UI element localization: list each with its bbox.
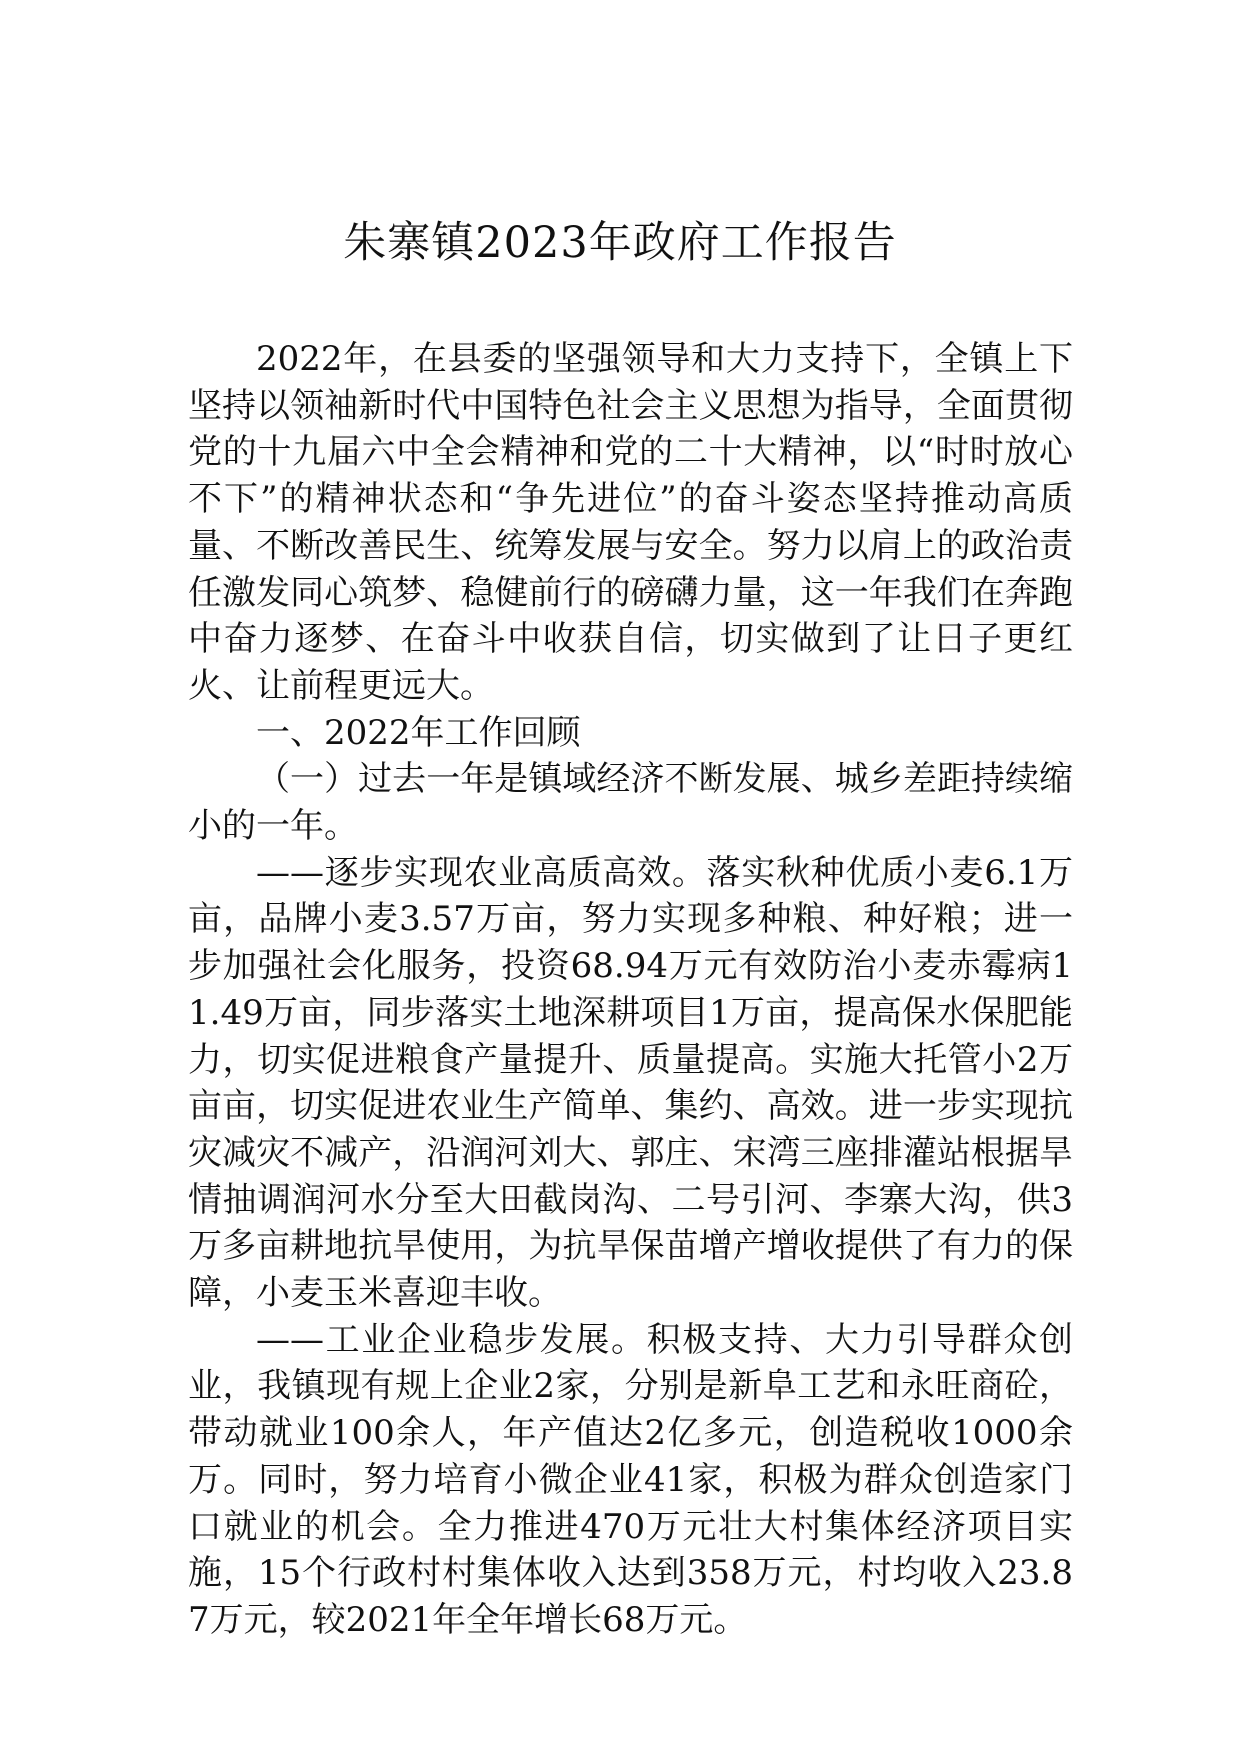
intro-paragraph: 2022年，在县委的坚强领导和大力支持下，全镇上下坚持以领袖新时代中国特色社会主义思想为指导，全面贯彻党的十九届六中全会精神和党的二十大精神，以“时时放心不下”的精神状态和“争先进位”的奋斗姿态坚持推动高质量、不断改善民生、统筹发展与安全。努力以肩上的政治责任激发同心筑梦、稳健前行的磅礴力量，这一年我们在奔跑中奋力逐梦、在奋斗中收获自信，切实做到了让日子更红火、让前程更远大。 (188, 339, 1073, 706)
section-heading: 一、2022年工作回顾 (256, 712, 581, 753)
document-body (188, 336, 1073, 1644)
document-title: 朱寨镇2023年政府工作报告 (343, 218, 897, 268)
agriculture-paragraph: ——逐步实现农业高质高效。落实秋种优质小麦6.1万亩，品牌小麦3.57万亩，努力实现多种粮、种好粮；进一步加强社会化服务，投资68.94万元有效防治小麦赤霉病11.49万亩，同步落实土地深耕项目1万亩，提高保水保肥能力，切实促进粮食产量提升、质量提高。实施大托管小2万亩亩，切实促进农业生产简单、集约、高效。进一步实现抗灾减灾不减产，沿润河刘大、郭庄、宋湾三座排灌站根据旱情抽调润河水分至大田截岗沟、二号引河、李寨大沟，供3万多亩耕地抗旱使用，为抗旱保苗增产增收提供了有力的保障，小麦玉米喜迎丰收。 (188, 852, 1073, 1314)
subsection-heading: （一）过去一年是镇域经济不断发展、城乡差距持续缩小的一年。 (188, 759, 1073, 847)
industry-paragraph: ——工业企业稳步发展。积极支持、大力引导群众创业，我镇现有规上企业2家，分别是新阜工艺和永旺商砼，带动就业100余人，年产值达2亿多元，创造税收1000余万。同时，努力培育小微企业41家，积极为群众创造家门口就业的机会。全力推进470万元壮大村集体经济项目实施，15个行政村村集体收入达到358万元，村均收入23.87万元，较2021年全年增长68万元。 (188, 1319, 1073, 1640)
